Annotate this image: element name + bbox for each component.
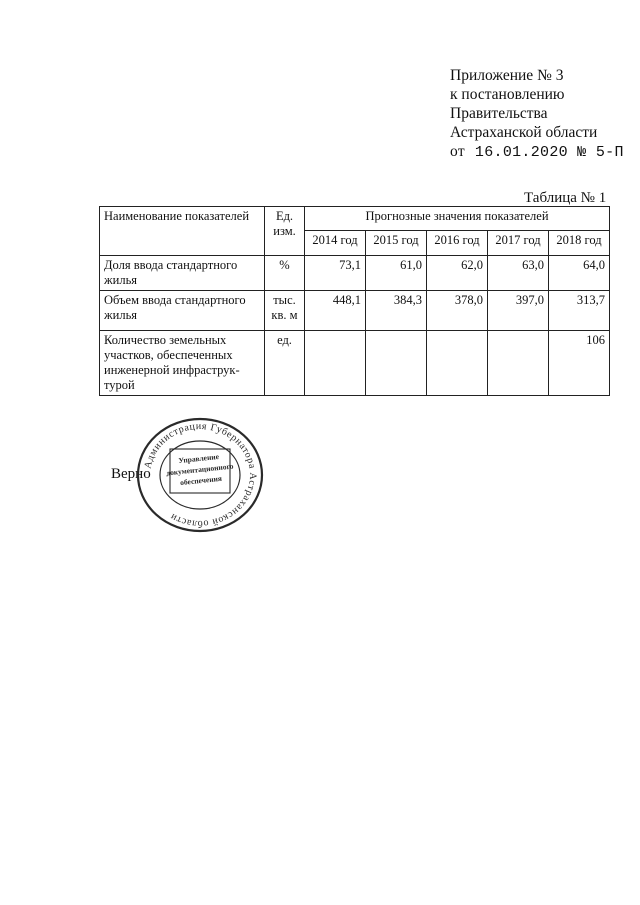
stamp-ring-text: Администрация Губернатора Астраханской области xyxy=(142,420,259,530)
appendix-line-2: к постановлению xyxy=(450,86,565,103)
row-name: Количество земельных участков, обеспеченных инженерной инфраструк-турой xyxy=(100,331,265,396)
stamp-center-line-2: документационного xyxy=(165,461,234,478)
stamp-seal-icon xyxy=(136,417,264,533)
stamp-center-line-3: обеспечения xyxy=(179,473,223,488)
row-value: 73,1 xyxy=(305,256,366,291)
table-row xyxy=(100,291,610,331)
row-value: 106 xyxy=(549,331,610,396)
appendix-header xyxy=(450,66,624,162)
certification-word: Верно xyxy=(111,466,151,482)
row-value: 63,0 xyxy=(488,256,549,291)
row-unit: % xyxy=(265,256,305,291)
header-unit: Ед. изм. xyxy=(265,207,305,256)
row-value: 64,0 xyxy=(549,256,610,291)
indicators-table xyxy=(99,206,610,396)
appendix-line-3: Правительства xyxy=(450,105,548,122)
row-value: 378,0 xyxy=(427,291,488,331)
table-row xyxy=(100,331,610,396)
header-year: 2014 год xyxy=(305,231,366,256)
row-value xyxy=(366,331,427,396)
header-year: 2016 год xyxy=(427,231,488,256)
row-unit: ед. xyxy=(265,331,305,396)
date-value: 16.01.2020 № 5-П xyxy=(474,144,624,161)
official-stamp xyxy=(136,417,264,533)
header-name: Наименование показателей xyxy=(100,207,265,256)
row-value: 448,1 xyxy=(305,291,366,331)
date-prefix: от xyxy=(450,143,465,160)
row-value xyxy=(305,331,366,396)
header-year: 2017 год xyxy=(488,231,549,256)
stamp-center-line-1: Управление xyxy=(178,451,220,466)
table-header-row xyxy=(100,207,610,231)
appendix-date-line xyxy=(450,142,624,162)
appendix-line-4: Астраханской области xyxy=(450,124,598,141)
header-year: 2015 год xyxy=(366,231,427,256)
row-name: Объем ввода стандартного жилья xyxy=(100,291,265,331)
header-year: 2018 год xyxy=(549,231,610,256)
table-title: Таблица № 1 xyxy=(524,190,607,206)
row-value: 384,3 xyxy=(366,291,427,331)
row-value: 397,0 xyxy=(488,291,549,331)
row-value xyxy=(427,331,488,396)
appendix-line-1: Приложение № 3 xyxy=(450,67,564,84)
table-row xyxy=(100,256,610,291)
row-value: 61,0 xyxy=(366,256,427,291)
row-value xyxy=(488,331,549,396)
row-unit: тыс. кв. м xyxy=(265,291,305,331)
row-name: Доля ввода стандартного жилья xyxy=(100,256,265,291)
row-value: 62,0 xyxy=(427,256,488,291)
row-value: 313,7 xyxy=(549,291,610,331)
header-group: Прогнозные значения показателей xyxy=(305,207,610,231)
